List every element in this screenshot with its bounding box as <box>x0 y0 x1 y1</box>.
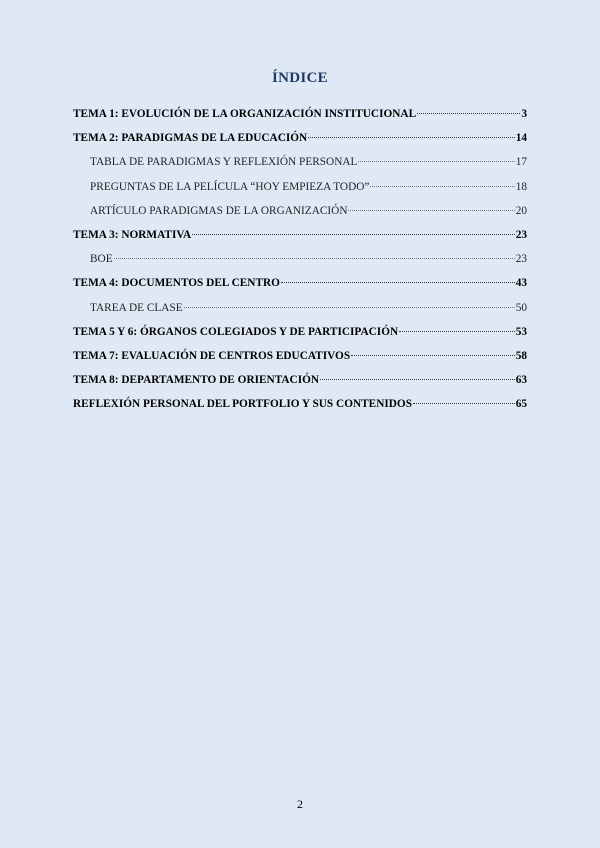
toc-entry-page: 18 <box>515 180 527 193</box>
toc-leader <box>399 331 515 332</box>
table-of-contents <box>73 106 527 420</box>
toc-leader <box>370 186 514 187</box>
toc-leader <box>281 282 515 283</box>
toc-entry-label: TABLA DE PARADIGMAS Y REFLEXIÓN PERSONAL <box>90 156 358 169</box>
toc-leader <box>348 210 514 211</box>
toc-leader <box>417 113 520 114</box>
toc-entry-page: 65 <box>515 398 527 411</box>
toc-entry-label: TEMA 4: DOCUMENTOS DEL CENTRO <box>73 277 280 290</box>
toc-entry[interactable] <box>73 372 527 396</box>
toc-leader <box>351 355 515 356</box>
toc-entry-page: 58 <box>515 349 527 362</box>
toc-subentry[interactable] <box>73 203 527 227</box>
toc-entry-page: 23 <box>515 228 527 241</box>
toc-entry[interactable] <box>73 348 527 372</box>
toc-leader <box>358 161 514 162</box>
toc-leader <box>413 403 515 404</box>
toc-subentry[interactable] <box>73 300 527 324</box>
toc-entry-page: 17 <box>515 156 527 169</box>
toc-entry[interactable] <box>73 275 527 299</box>
toc-entry-label: PREGUNTAS DE LA PELÍCULA “HOY EMPIEZA TODO” <box>90 180 370 193</box>
toc-entry-page: 20 <box>515 204 527 217</box>
toc-entry-page: 23 <box>515 253 527 266</box>
toc-leader <box>184 307 515 308</box>
toc-entry-label: BOE <box>90 253 113 266</box>
toc-entry[interactable] <box>73 396 527 420</box>
toc-leader <box>308 137 514 138</box>
toc-entry-label: TEMA 8: DEPARTAMENTO DE ORIENTACIÓN <box>73 374 320 387</box>
toc-entry-label: TEMA 1: EVOLUCIÓN DE LA ORGANIZACIÓN INSTITUCIONAL <box>73 108 417 120</box>
toc-entry-page: 50 <box>515 301 527 314</box>
toc-entry-label: TEMA 2: PARADIGMAS DE LA EDUCACIÓN <box>73 132 308 145</box>
toc-entry[interactable] <box>73 324 527 348</box>
toc-entry-page: 3 <box>521 108 527 120</box>
toc-entry[interactable] <box>73 227 527 251</box>
toc-entry-page: 14 <box>515 132 527 145</box>
toc-subentry[interactable] <box>73 251 527 275</box>
toc-subentry[interactable] <box>73 179 527 203</box>
toc-entry-page: 53 <box>515 325 527 338</box>
toc-entry-label: ARTÍCULO PARADIGMAS DE LA ORGANIZACIÓN <box>90 204 348 217</box>
toc-leader <box>192 234 515 235</box>
page-title: ÍNDICE <box>272 70 328 86</box>
toc-entry-page: 63 <box>515 374 527 387</box>
toc-entry-page: 43 <box>515 277 527 290</box>
page-number: 2 <box>297 797 303 811</box>
toc-leader <box>320 379 515 380</box>
toc-entry-label: TEMA 7: EVALUACIÓN DE CENTROS EDUCATIVOS <box>73 349 351 362</box>
toc-entry-label: TEMA 5 Y 6: ÓRGANOS COLEGIADOS Y DE PARTICIPACIÓN <box>73 325 399 338</box>
toc-entry-label: TEMA 3: NORMATIVA <box>73 228 192 241</box>
toc-entry[interactable] <box>73 106 527 130</box>
toc-entry[interactable] <box>73 130 527 154</box>
toc-entry-label: TAREA DE CLASE <box>90 301 183 314</box>
toc-leader <box>114 258 515 259</box>
toc-subentry[interactable] <box>73 154 527 178</box>
toc-entry-label: REFLEXIÓN PERSONAL DEL PORTFOLIO Y SUS CONTENIDOS <box>73 398 412 411</box>
